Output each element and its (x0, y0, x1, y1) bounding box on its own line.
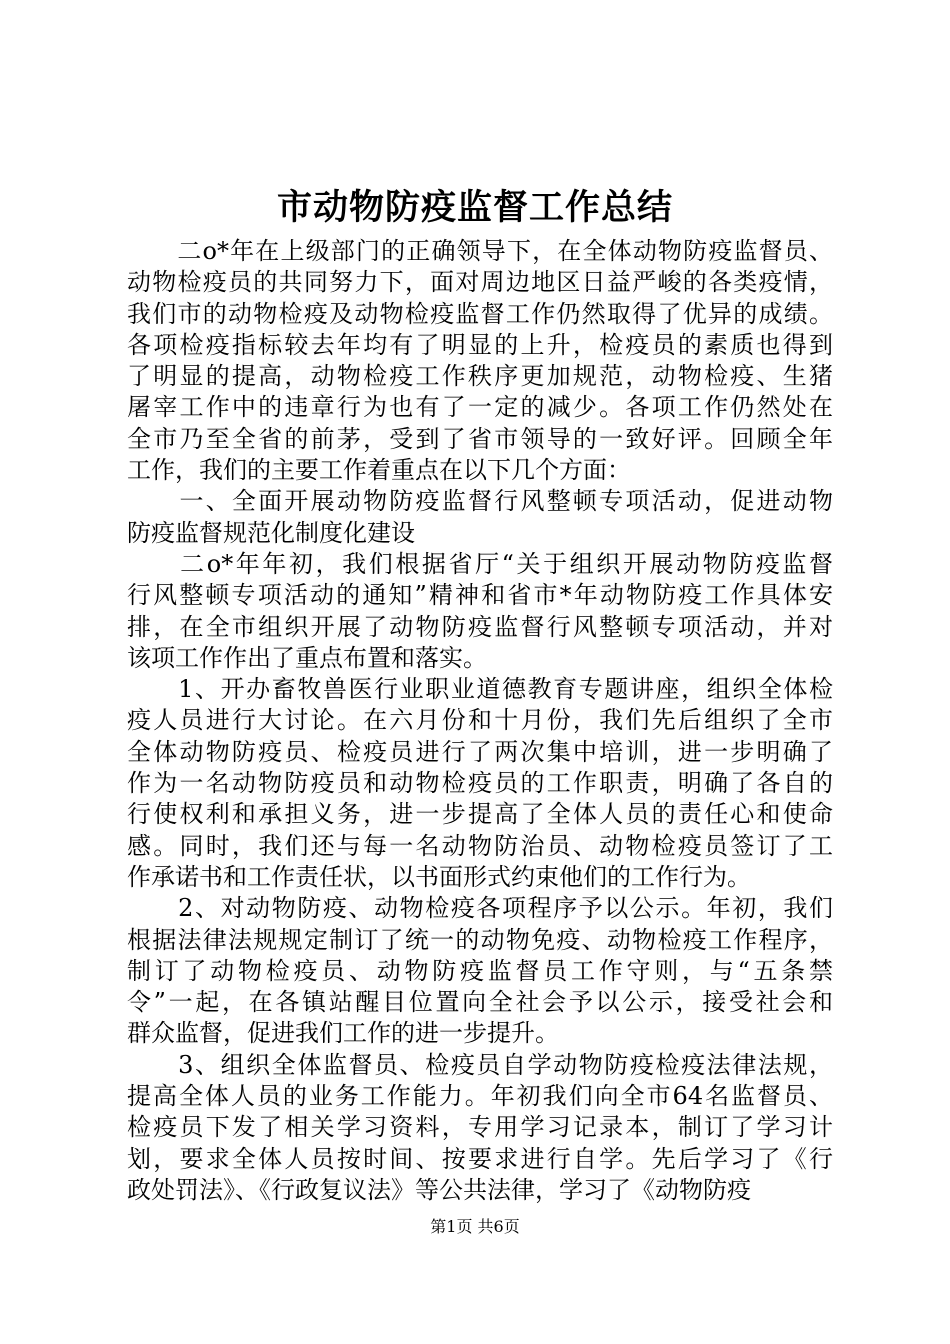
text-line: 了明显的提高，动物检疫工作秩序更加规范，动物检疫、生猪 (127, 362, 833, 391)
page-title: 市动物防疫监督工作总结 (276, 187, 673, 228)
text-line: 政处罚法》、《行政复议法》等公共法律，学习了《动物防疫 (127, 1175, 751, 1204)
text-line: 令”一起，在各镇站醒目位置向全社会予以公示，接受社会和 (127, 988, 833, 1017)
text-line: 该项工作作出了重点布置和落实。 (127, 643, 487, 672)
paragraph (127, 486, 833, 549)
text-line: 作承诺书和工作责任状，以书面形式约束他们的工作行为。 (127, 862, 751, 891)
text-line: 全市乃至全省的前茅，受到了省市领导的一致好评。回顾全年 (127, 424, 833, 453)
text-line: 感。同时，我们还与每一名动物防治员、动物检疫员签订了工 (127, 831, 833, 860)
text-line: 作为一名动物防疫员和动物检疫员的工作职责，明确了各自的 (127, 769, 833, 798)
text-line: 疫人员进行大讨论。在六月份和十月份，我们先后组织了全市 (127, 706, 833, 735)
paragraph (127, 549, 833, 674)
text-line: 工作，我们的主要工作着重点在以下几个方面： (127, 456, 631, 485)
text-line: 根据法律法规规定制订了统一的动物免疫、动物检疫工作程序， (127, 925, 833, 954)
text-line: 检疫员下发了相关学习资料，专用学习记录本，制订了学习计 (127, 1113, 833, 1142)
text-line: 动物检疫员的共同努力下，面对周边地区日益严峻的各类疫情， (127, 268, 833, 297)
text-line: 群众监督，促进我们工作的进一步提升。 (127, 1019, 559, 1048)
page-footer: 第1页 共6页 (430, 1217, 520, 1236)
document-body (127, 236, 833, 1206)
text-line: 一、全面开展动物防疫监督行风整顿专项活动，促进动物 (127, 487, 833, 516)
text-line: 二o*年年初，我们根据省厅“关于组织开展动物防疫监督 (127, 549, 833, 578)
text-line: 全体动物防疫员、检疫员进行了两次集中培训，进一步明确了 (127, 737, 833, 766)
text-line: 提高全体人员的业务工作能力。年初我们向全市64名监督员、 (127, 1082, 833, 1111)
text-line: 制订了动物检疫员、动物防疫监督员工作守则，与“五条禁 (127, 956, 833, 985)
paragraph (127, 236, 833, 486)
text-line: 屠宰工作中的违章行为也有了一定的减少。各项工作仍然处在 (127, 393, 833, 422)
text-line: 二o*年在上级部门的正确领导下，在全体动物防疫监督员、 (127, 237, 833, 265)
paragraph (127, 893, 833, 1049)
text-line: 防疫监督规范化制度化建设 (127, 518, 415, 547)
text-line: 我们市的动物检疫及动物检疫监督工作仍然取得了优异的成绩。 (127, 299, 833, 328)
text-line: 2、对动物防疫、动物检疫各项程序予以公示。年初，我们 (127, 894, 833, 923)
text-line: 排，在全市组织开展了动物防疫监督行风整顿专项活动，并对 (127, 612, 833, 641)
text-line: 1、开办畜牧兽医行业职业道德教育专题讲座，组织全体检 (127, 675, 833, 704)
text-line: 划，要求全体人员按时间、按要求进行自学。先后学习了《行 (127, 1144, 833, 1173)
paragraph (127, 1050, 833, 1206)
text-line: 行风整顿专项活动的通知”精神和省市*年动物防疫工作具体安 (127, 581, 833, 610)
text-line: 行使权利和承担义务，进一步提高了全体人员的责任心和使命 (127, 800, 833, 829)
paragraph (127, 674, 833, 893)
text-line: 各项检疫指标较去年均有了明显的上升，检疫员的素质也得到 (127, 330, 833, 359)
text-line: 3、组织全体监督员、检疫员自学动物防疫检疫法律法规， (127, 1050, 833, 1079)
